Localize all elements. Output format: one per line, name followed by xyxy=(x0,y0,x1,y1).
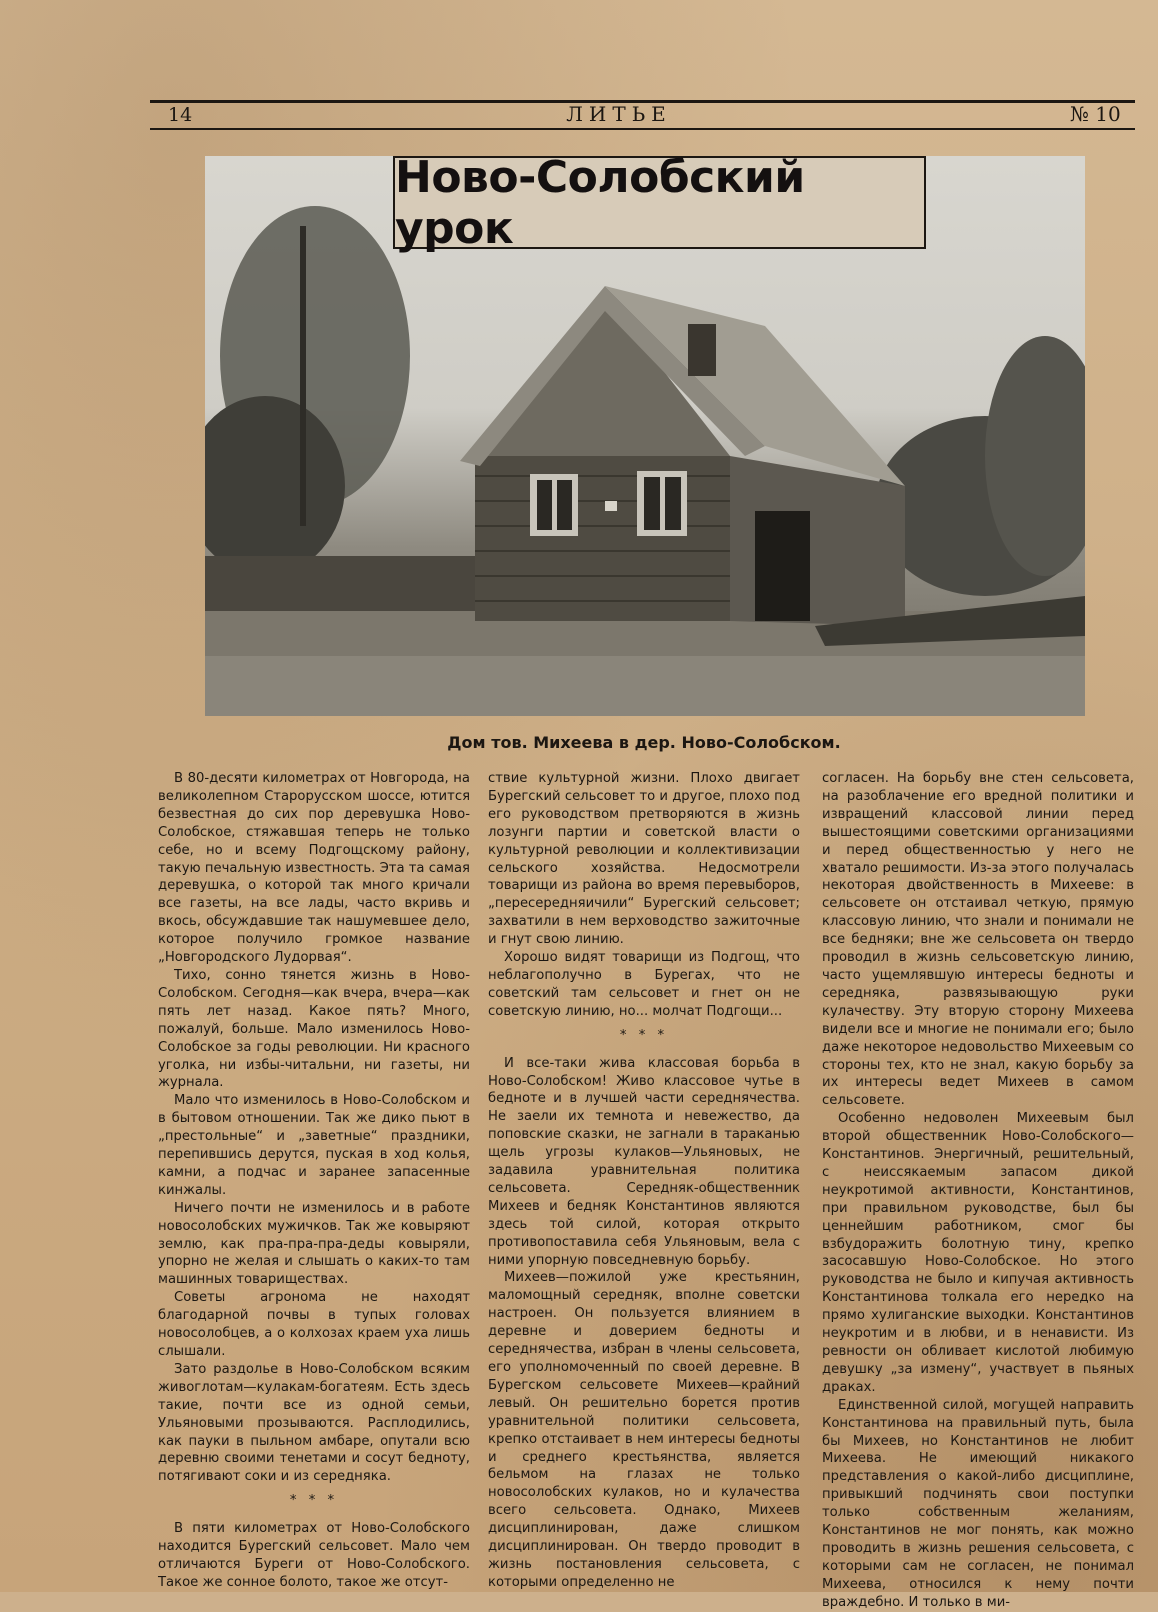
article-title-box xyxy=(393,151,926,254)
paragraph: согласен. На борьбу вне стен сельсовета, на разоблачение его вредной политики и извращений классовой линии перед вышестоящими советскими организациями и перед общественностью у него не хватало решимости. Из-за этого получалась некоторая двойственность в Михееве: в сельсовете он отстаивал четкую, прямую классовую линию, что знали и понимали не все бедняки; вне же сельсовета он твердо проводил в жизнь сельсоветскую линию, часто ущемлявшую интересы бедноты и середняка, развязывающую руки кулачеству. Эту вторую сторону Михеева видели все и многие не понимали его; было даже некоторое недовольство Михеевым со стороны тех, кто не знал, какую борьбу за их интересы ведет Михеев в самом сельсовете. xyxy=(822,771,1134,1109)
section-separator: * * * xyxy=(619,1027,669,1043)
text-column-3 xyxy=(822,770,1134,1612)
paragraph: Хорошо видят товарищи из Подгощ, что неблагополучно в Бурегах, что не советский там сельсовет и гнет он не советскую линию, но... молчат Подгощи... xyxy=(488,950,800,1019)
paragraph: Михеев—пожилой уже крестьянин, маломощный середняк, вполне советски настроен. Он пользуется влиянием в деревне и доверием бедноты и середнячества, избран в члены сельсовета, его уполномоченный по своей деревне. В Бурегском сельсовете Михеев—крайний левый. Он решительно борется против уравнительной политики сельсовета, крепко отстаивает в нем интересы бедноты и среднего крестьянства, является бельмом на глазах не только новосолобских кулаков, но и кулачества всего сельсовета. Однако, Михеев дисциплинирован, даже слишком дисциплинирован. Он твердо проводит в жизнь постановления сельсовета, с которыми определенно не xyxy=(488,1270,800,1590)
paragraph: Особенно недоволен Михеевым был второй общественник Ново-Солобского—Константинов. Энергичный, решительный, с неиссякаемым запасом дикой неукротимой активности, Константинов, при правильном руководстве, был бы ценнейшим работником, смог бы взбудоражить болотную тину, крепко засосавшую Ново-Солобское. Но этого руководства не было и кипучая активность Константинова толкала его нередко на прямо хулиганские выходки. Константинов неукротим и в любви, и в ненависти. Из ревности он обливает кислотой любимую девушку „за измену“, участвует в пьяных драках. xyxy=(822,1111,1134,1395)
paragraph: И все-таки жива классовая борьба в Ново-Солобском! Живо классовое чутье в бедноте и в лучшей части середнячества. Не заели их темнота и невежество, да поповские сказки, не загнали в тараканью щель угрозы кулаков—Ульяновых, не задавила уравнительная политика сельсовета. Середняк-общественник Михеев и бедняк Константинов являются здесь той силой, которая открыто противопоставила себя Ульяновым, вела с ними упорную повседневную борьбу. xyxy=(488,1055,800,1268)
photo-caption: Дом тов. Михеева в дер. Ново-Солобском. xyxy=(447,733,841,752)
article-title: Ново-Солобский урок xyxy=(395,151,805,254)
issue-number: № 10 xyxy=(1070,102,1121,126)
header-rule-bottom xyxy=(150,128,1135,130)
paragraph: Зато раздолье в Ново-Солобском всяким живоглотам—кулакам-богатеям. Есть здесь такие, почти все из одной семьи, Ульяновыми прозываются. Расплодились, как пауки в пыльном амбаре, опутали всю деревню своими тенетами и сосут бедноту, потягивают соки и из середняка. xyxy=(158,1361,470,1485)
text-column-1 xyxy=(158,770,470,1592)
paragraph: В 80-десяти километрах от Новгорода, на великолепном Старорусском шоссе, ютится безвестная до сих пор деревушка Ново-Солобское, стяжавшая теперь не только себе, но и всему Подгощскому району, такую печальную известность. Эта та самая деревушка, о которой так много кричали все газеты, на все лады, часто вкривь и вкось, обсуждавшие так нашумевшее дело, которое получило громкое название „Новгородского Лудорвая“. xyxy=(158,771,470,966)
paragraph: Тихо, сонно тянется жизнь в Ново-Солобском. Сегодня—как вчера, вчера—как пять лет назад. Какое пять? Много, пожалуй, больше. Мало изменилось Ново-Солобское за годы революции. Ни красного уголка, ни избы-читальни, ни газеты, ни журнала. xyxy=(158,967,470,1091)
paragraph: ствие культурной жизни. Плохо двигает Бурегский сельсовет то и другое, плохо под его руководством претворяются в жизнь лозунги партии и советской власти о культурной революции и коллективизации сельского хозяйства. Недосмотрели товарищи из района во время перевыборов, „пересередняичили“ Бурегский сельсовет; захватили в нем верховодство зажиточные и гнут свою линию. xyxy=(488,771,800,948)
section-separator: * * * xyxy=(289,1493,339,1509)
magazine-title: ЛИТЬЕ xyxy=(566,102,672,126)
paragraph: Мало что изменилось в Ново-Солобском и в бытовом отношении. Так же дико пьют в „престольные“ и „заветные“ праздники, перепившись дерутся, пуская в ход колья, камни, а подчас и заранее запасенные кинжалы. xyxy=(158,1093,470,1198)
page-number: 14 xyxy=(168,104,193,126)
paragraph: Единственной силой, могущей направить Константинова на правильный путь, была бы Михеев, но Константинов не любит Михеева. Не имеющий никакого представления о какой-либо дисциплине, привыкший подчинять свои поступки только собственным желаниям, Константинов не мог понять, как можно проводить в жизнь решения сельсовета, с которыми сам не согласен, не понимал Михеева, относился к нему почти враждебно. И только в ми- xyxy=(822,1397,1134,1610)
text-column-2 xyxy=(488,770,800,1592)
paragraph: В пяти километрах от Ново-Солобского находится Бурегский сельсовет. Мало чем отличаются Буреги от Ново-Солобского. Такое же сонное болото, такое же отсут- xyxy=(158,1521,470,1590)
paragraph: Ничего почти не изменилось и в работе новосолобских мужичков. Так же ковыряют землю, как пра-пра-пра-деды ковыряли, упорно не желая и слышать о каких-то там машинных товариществах. xyxy=(158,1200,470,1288)
paragraph: Советы агронома не находят благодарной почвы в тупых головах новосолобцев, а о колхозах краем уха лишь слышали. xyxy=(158,1290,470,1359)
